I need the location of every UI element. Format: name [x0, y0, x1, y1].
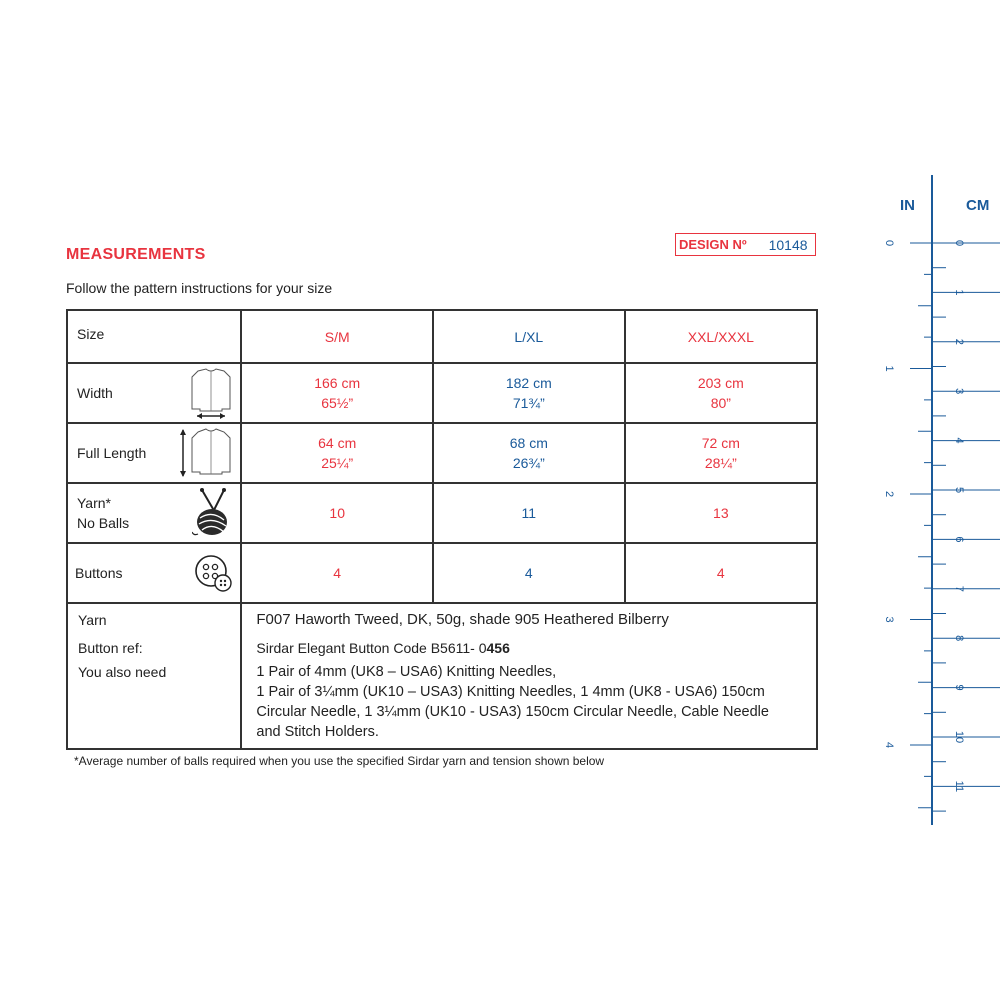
buttons-lxl: 4 — [433, 543, 625, 603]
width-sm-cm: 166 cm — [314, 375, 361, 391]
ruler-cm-number: 5 — [953, 486, 965, 494]
buttons-row — [67, 543, 817, 603]
ruler-cm-number: 2 — [953, 338, 965, 345]
also-need-label: You also need — [78, 664, 167, 680]
footnote: *Average number of balls required when you use the specified Sirdar yarn and tension shown below — [74, 754, 605, 768]
ruler-inch-number: 2 — [883, 490, 895, 498]
notes-labels — [67, 603, 241, 749]
width-label-cell — [67, 363, 241, 423]
button-ref-value — [256, 638, 806, 658]
ruler-inch-number: 0 — [883, 239, 895, 247]
width-label: Width — [77, 385, 113, 401]
buttons-label: Buttons — [75, 565, 123, 581]
button-icon — [194, 554, 234, 594]
yarn-balls-label-cell — [67, 483, 241, 543]
yarn-balls-label — [77, 493, 129, 533]
design-label: DESIGN Nº — [679, 237, 747, 252]
ruler-cm-number: 8 — [953, 635, 965, 642]
width-sm — [241, 363, 433, 423]
button-ref-bold: 456 — [486, 640, 510, 656]
ruler-cm-number: 0 — [953, 239, 965, 247]
ruler — [860, 175, 1000, 825]
ruler-cm-number: 1 — [953, 289, 965, 296]
yarn-label-line1: Yarn* — [77, 495, 111, 511]
ruler-cm-number: 4 — [953, 437, 965, 444]
ruler-inch-number: 3 — [883, 616, 895, 623]
width-row — [67, 363, 817, 423]
length-lxl-in: 26¾” — [512, 455, 545, 471]
size-xxl: XXL/XXXL — [625, 310, 817, 363]
buttons-xxl: 4 — [625, 543, 817, 603]
measurements-table — [66, 309, 818, 750]
buttons-sm: 4 — [241, 543, 433, 603]
yarn-balls-lxl: 11 — [433, 483, 625, 543]
length-xxl-cm: 72 cm — [701, 435, 740, 451]
design-number-box — [675, 233, 816, 256]
ruler-inch-number: 4 — [883, 741, 895, 749]
also-need-line1: 1 Pair of 4mm (UK8 – USA6) Knitting Needles, — [256, 664, 557, 680]
ruler-cm-label: CM — [966, 197, 990, 214]
length-label: Full Length — [77, 445, 147, 461]
size-row — [67, 310, 817, 363]
width-lxl — [433, 363, 625, 423]
design-number: 10148 — [768, 236, 808, 253]
yarn-balls-sm: 10 — [241, 483, 433, 543]
size-label-cell — [67, 310, 241, 363]
yarn-note-value: F007 Haworth Tweed, DK, 50g, shade 905 Heathered Bilberry — [256, 611, 669, 628]
length-row — [67, 423, 817, 483]
yarn-balls-xxl: 13 — [625, 483, 817, 543]
button-ref-prefix: Sirdar Elegant Button Code B5611- 0 — [256, 640, 487, 656]
length-xxl-in: 28¼” — [704, 455, 737, 471]
length-label-cell — [67, 423, 241, 483]
length-sm-in: 25¼” — [321, 455, 354, 471]
ruler-in-label: IN — [900, 197, 915, 214]
length-xxl — [625, 423, 817, 483]
length-sm-cm: 64 cm — [318, 435, 357, 451]
buttons-label-cell — [67, 543, 241, 603]
page-title: MEASUREMENTS — [66, 246, 206, 263]
width-lxl-in: 71¾” — [512, 395, 545, 411]
ruler-cm-number: 10 — [953, 730, 965, 744]
yarn-balls-row — [67, 483, 817, 543]
ruler-scale — [860, 175, 1000, 825]
width-lxl-cm: 182 cm — [505, 375, 552, 391]
width-xxl-cm: 203 cm — [697, 375, 744, 391]
size-label: Size — [77, 326, 105, 342]
notes-values — [241, 603, 817, 749]
width-xxl-in: 80” — [710, 395, 731, 411]
ruler-cm-number: 7 — [953, 585, 965, 592]
ruler-inch-number: 1 — [883, 365, 895, 372]
yarn-note-label: Yarn — [78, 612, 107, 628]
page-subtitle: Follow the pattern instructions for your size — [66, 280, 333, 296]
length-lxl-cm: 68 cm — [509, 435, 548, 451]
yarn-label-line2: No Balls — [77, 515, 130, 531]
notes-row — [67, 603, 817, 749]
yarn-ball-needles-icon — [192, 488, 234, 538]
also-need-line3: Circular Needle, 1 3¼mm (UK10 - USA3) 150cm Circular Needle, Cable Needle — [256, 704, 769, 720]
ruler-cm-number: 9 — [953, 684, 965, 691]
size-sm: S/M — [241, 310, 433, 363]
garment-length-icon — [178, 426, 234, 480]
length-sm — [241, 423, 433, 483]
ruler-cm-number: 3 — [953, 388, 965, 395]
length-lxl — [433, 423, 625, 483]
ruler-cm-number: 11 — [953, 780, 965, 793]
button-ref-label: Button ref: — [78, 640, 143, 656]
garment-width-icon — [188, 367, 234, 419]
also-need-line2: 1 Pair of 3¼mm (UK10 – USA3) Knitting Needles, 1 4mm (UK8 - USA6) 150cm — [256, 684, 765, 700]
also-need-line4: and Stitch Holders. — [256, 724, 379, 740]
size-lxl: L/XL — [433, 310, 625, 363]
width-xxl — [625, 363, 817, 423]
ruler-cm-number: 6 — [953, 536, 965, 543]
width-sm-in: 65½” — [321, 395, 354, 411]
